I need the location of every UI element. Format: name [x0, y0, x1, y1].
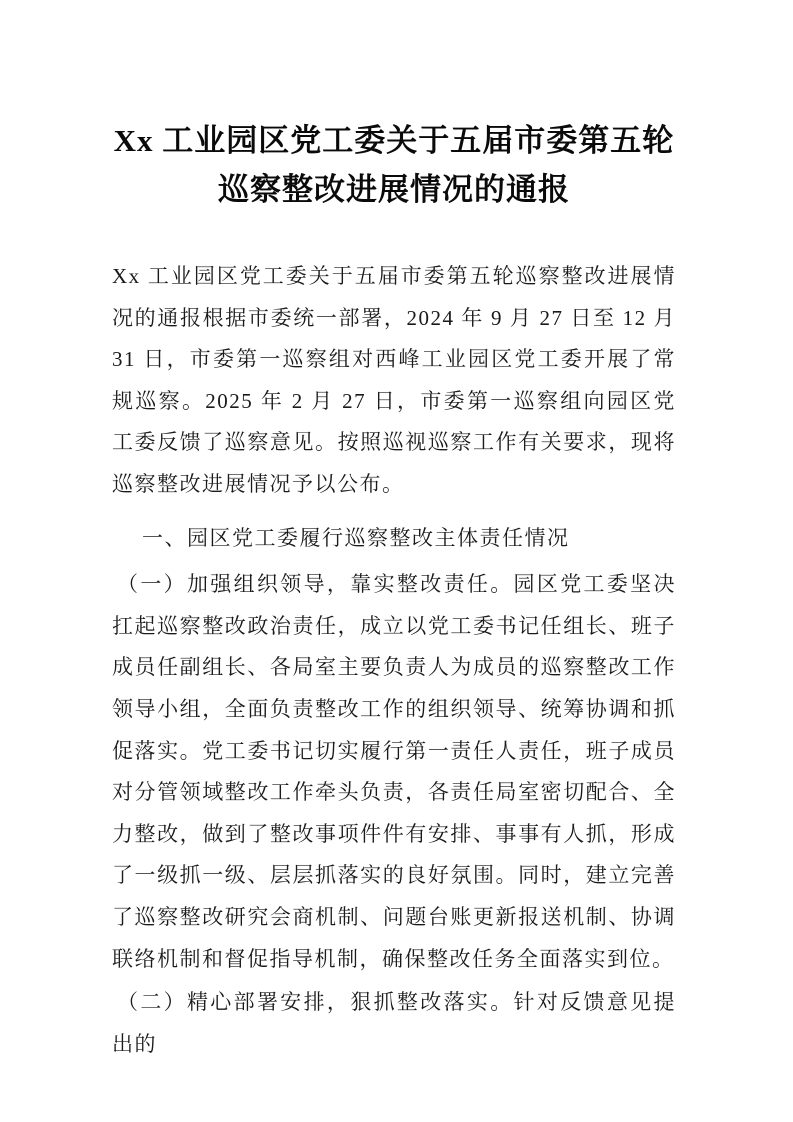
section-heading-1: 一、园区党工委履行巡察整改主体责任情况 [142, 525, 570, 550]
document-title: Xx 工业园区党工委关于五届市委第五轮巡察整改进展情况的通报 [113, 123, 675, 207]
intro-paragraph: Xx 工业园区党工委关于五届市委第五轮巡察整改进展情况的通报根据市委统一部署，2024 年 9 月 27 日至 12 月 31 日，市委第一巡察组对西峰工业园区党工委开展了常规巡察。2025 年 2 月 27 日，市委第一巡察组向园区党工委反馈了巡察意见。按照巡视巡察工作有关要求，现将巡察整改进展情况予以公布。 [112, 264, 676, 496]
item-paragraph-2: （二）精心部署安排，狠抓整改落实。针对反馈意见提出的 [112, 990, 676, 1056]
item-paragraph-1: （一）加强组织领导，靠实整改责任。园区党工委坚决扛起巡察整改政治责任，成立以党工委书记任组长、班子成员任副组长、各局室主要负责人为成员的巡察整改工作领导小组，全面负责整改工作的组织领导、统筹协调和抓促落实。党工委书记切实履行第一责任人责任，班子成员对分管领域整改工作牵头负责，各责任局室密切配合、全力整改，做到了整改事项件件有安排、事事有人抓，形成了一级抓一级、层层抓落实的良好氛围。同时，建立完善了巡察整改研究会商机制、问题台账更新报送机制、协调联络机制和督促指导机制，确保整改任务全面落实到位。 [112, 572, 676, 971]
